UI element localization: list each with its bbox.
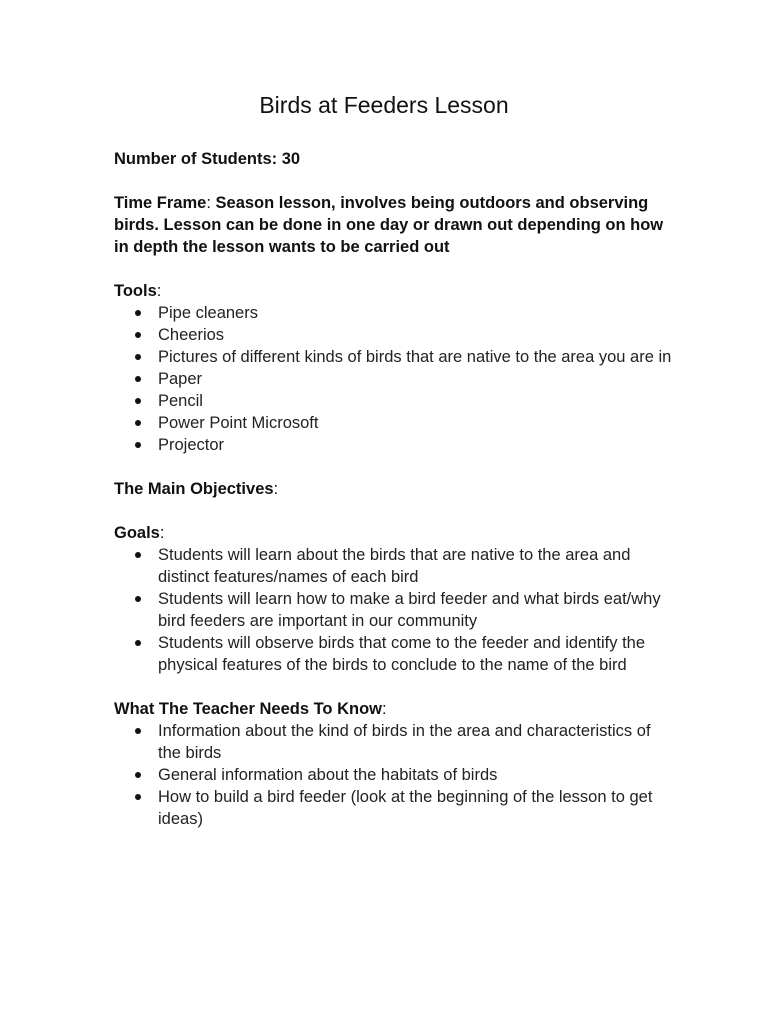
list-item bbox=[114, 434, 674, 456]
tools-colon: : bbox=[156, 282, 162, 300]
teacher-needs-heading bbox=[114, 698, 674, 720]
bullet-icon bbox=[135, 310, 141, 316]
bullet-icon bbox=[135, 596, 141, 602]
list-item-text: Information about the kind of birds in the area and characteristics of the birds bbox=[158, 722, 651, 762]
bullet-icon bbox=[135, 640, 141, 646]
list-item-text: Paper bbox=[158, 370, 203, 388]
list-item-text: Pencil bbox=[158, 392, 203, 410]
list-item bbox=[114, 412, 674, 434]
list-item bbox=[114, 544, 674, 588]
teacher-needs-label: What The Teacher Needs To Know bbox=[114, 700, 383, 718]
bullet-icon bbox=[135, 552, 141, 558]
bullet-icon bbox=[135, 376, 141, 382]
list-item-text: Power Point Microsoft bbox=[158, 414, 319, 432]
bullet-icon bbox=[135, 772, 141, 778]
bullet-icon bbox=[135, 354, 141, 360]
goals-list bbox=[114, 544, 674, 676]
list-item-text: Pictures of different kinds of birds that are native to the area you are in bbox=[158, 348, 672, 366]
list-item bbox=[114, 786, 674, 830]
bullet-icon bbox=[135, 420, 141, 426]
objectives-heading bbox=[114, 478, 674, 500]
list-item-text: General information about the habitats of birds bbox=[158, 766, 498, 784]
list-item bbox=[114, 390, 674, 412]
list-item bbox=[114, 720, 674, 764]
list-item-text: Students will learn how to make a bird feeder and what birds eat/why bird feeders are important in our community bbox=[158, 590, 661, 630]
list-item bbox=[114, 302, 674, 324]
list-item-text: Projector bbox=[158, 436, 225, 454]
tools-list bbox=[114, 302, 674, 456]
teacher-needs-colon: : bbox=[382, 700, 387, 718]
list-item-text: How to build a bird feeder (look at the beginning of the lesson to get ideas) bbox=[158, 788, 653, 828]
time-frame bbox=[114, 192, 674, 258]
list-item bbox=[114, 764, 674, 786]
list-item bbox=[114, 632, 674, 676]
list-item bbox=[114, 324, 674, 346]
page-title: Birds at Feeders Lesson bbox=[259, 92, 509, 118]
goals-heading bbox=[114, 522, 674, 544]
list-item bbox=[114, 588, 674, 632]
bullet-icon bbox=[135, 332, 141, 338]
bullet-icon bbox=[135, 794, 141, 800]
goals-label: Goals bbox=[114, 524, 160, 542]
time-frame-label: Time Frame bbox=[114, 194, 207, 212]
number-of-students: Number of Students: 30 bbox=[114, 150, 301, 168]
list-item-text: Cheerios bbox=[158, 326, 225, 344]
list-item bbox=[114, 368, 674, 390]
bullet-icon bbox=[135, 728, 141, 734]
tools-label: Tools bbox=[114, 282, 157, 300]
goals-colon: : bbox=[159, 524, 165, 542]
list-item-text: Pipe cleaners bbox=[158, 304, 258, 322]
list-item-text: Students will learn about the birds that are native to the area and distinct features/names of each bird bbox=[158, 546, 631, 586]
bullet-icon bbox=[135, 398, 141, 404]
teacher-needs-list bbox=[114, 720, 674, 830]
lesson-body bbox=[114, 148, 674, 830]
tools-heading bbox=[114, 280, 674, 302]
time-frame-colon: : bbox=[206, 194, 211, 212]
list-item bbox=[114, 346, 674, 368]
time-frame-text: Season lesson, involves being outdoors and observing birds. Lesson can be done in one day or drawn out depending on how in depth the lesson wants to be carried out bbox=[114, 194, 664, 256]
objectives-colon: : bbox=[273, 480, 279, 498]
bullet-icon bbox=[135, 442, 141, 448]
objectives-label: The Main Objectives bbox=[114, 480, 274, 498]
list-item-text: Students will observe birds that come to the feeder and identify the physical features of the birds to conclude to the name of the bird bbox=[158, 634, 646, 674]
